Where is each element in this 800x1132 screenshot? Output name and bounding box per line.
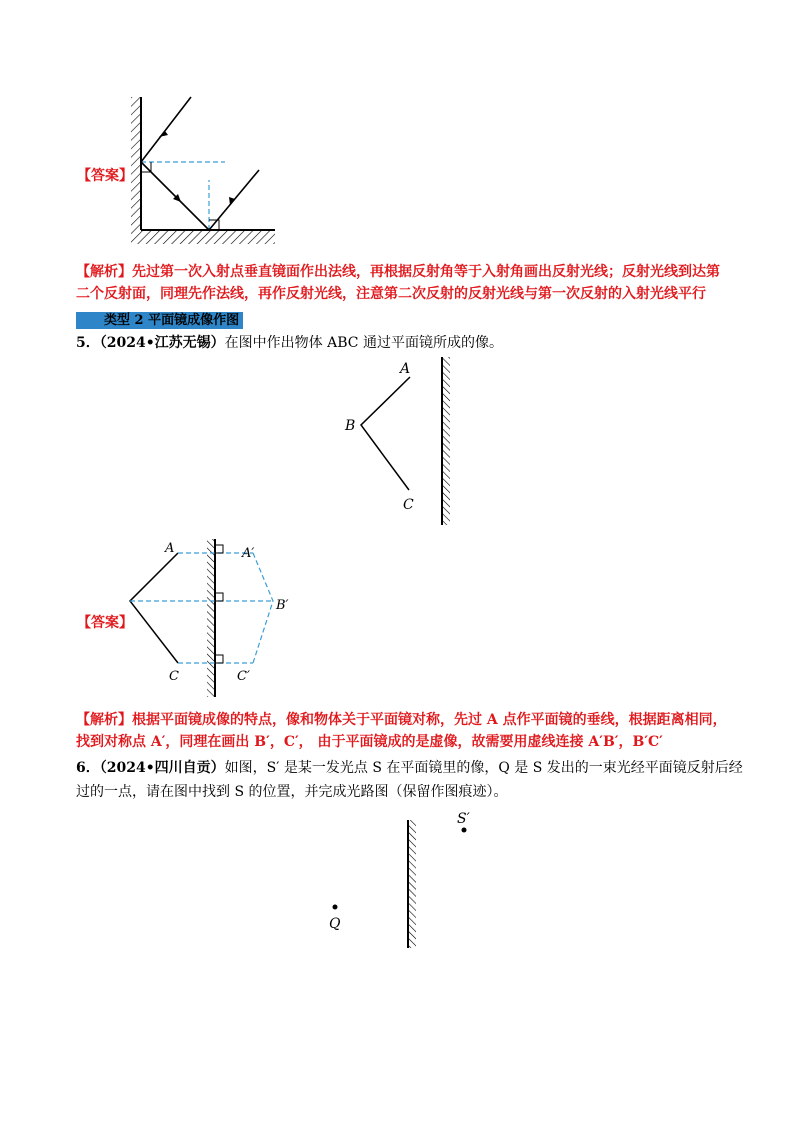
question-5 [76, 332, 503, 354]
label-A-prime: A′ [242, 546, 255, 561]
label-B: B [345, 418, 356, 434]
q5-answer-label: 【答案】 [77, 615, 133, 631]
q4-analysis-line2: 二个反射面，同理先作法线，再作反射光线，注意第二次反射的反射光线与第一次反射的入射光线平行 [76, 286, 706, 302]
q4-analysis [76, 261, 720, 283]
answer-label: 【答案】 [77, 168, 133, 184]
q6-text-line1: 如图，S′ 是某一发光点 S 在平面镜里的像，Q 是 S 发出的一束光经平面镜反射后经 [224, 760, 743, 776]
q5-source: （2024•江苏无锡） [99, 335, 225, 351]
section-title [76, 309, 243, 328]
q6-number: 6． [76, 760, 100, 776]
label-B-prime: B′ [276, 598, 289, 613]
label-C-answer: C [169, 669, 179, 684]
q5-answer-figure [125, 537, 300, 702]
q6-text-line2: 过的一点，请在图中找到 S 的位置，并完成光路图（保留作图痕迹）。 [76, 784, 508, 800]
q5-figure [340, 355, 470, 530]
question-6 [76, 757, 743, 779]
q5-analysis [76, 709, 727, 731]
q5-analysis-label: 【解析】 [76, 712, 132, 728]
q4-analysis-line1: 先过第一次入射点垂直镜面作出法线，再根据反射角等于入射角画出反射光线；反射光线到达第 [132, 264, 720, 280]
object-abc-answer [130, 553, 178, 663]
q5-analysis-line2: 找到对称点 A′，同理在画出 B′，C′， 由于平面镜成的是虚像，故需要用虚线连接 A′B′，B′C′ [76, 734, 663, 750]
label-C: C [403, 497, 414, 513]
q6-figure [320, 808, 490, 953]
label-Q: Q [329, 916, 341, 932]
reflected-ray-1 [141, 162, 209, 230]
section-title-text: 类型 2 平面镜成像作图 [76, 312, 243, 329]
q5-text: 在图中作出物体 ABC 通过平面镜所成的像。 [224, 335, 503, 351]
analysis-label: 【解析】 [76, 264, 132, 280]
point-Q [333, 905, 338, 910]
image-a1b1c1 [253, 553, 273, 663]
q5-number: 5． [76, 335, 100, 351]
label-A-answer: A [165, 541, 175, 556]
q5-analysis-line1: 根据平面镜成像的特点，像和物体关于平面镜对称，先过 A 点作平面镜的垂线，根据距离相同， [132, 712, 727, 728]
corner-mirror-figure [125, 95, 285, 255]
point-S-prime [462, 828, 467, 833]
incident-ray [141, 97, 191, 162]
q6-source: （2024•四川自贡） [99, 760, 225, 776]
label-S-prime: S′ [457, 811, 470, 827]
label-C-prime: C′ [237, 669, 250, 684]
object-abc [361, 377, 410, 490]
label-A: A [400, 361, 411, 377]
